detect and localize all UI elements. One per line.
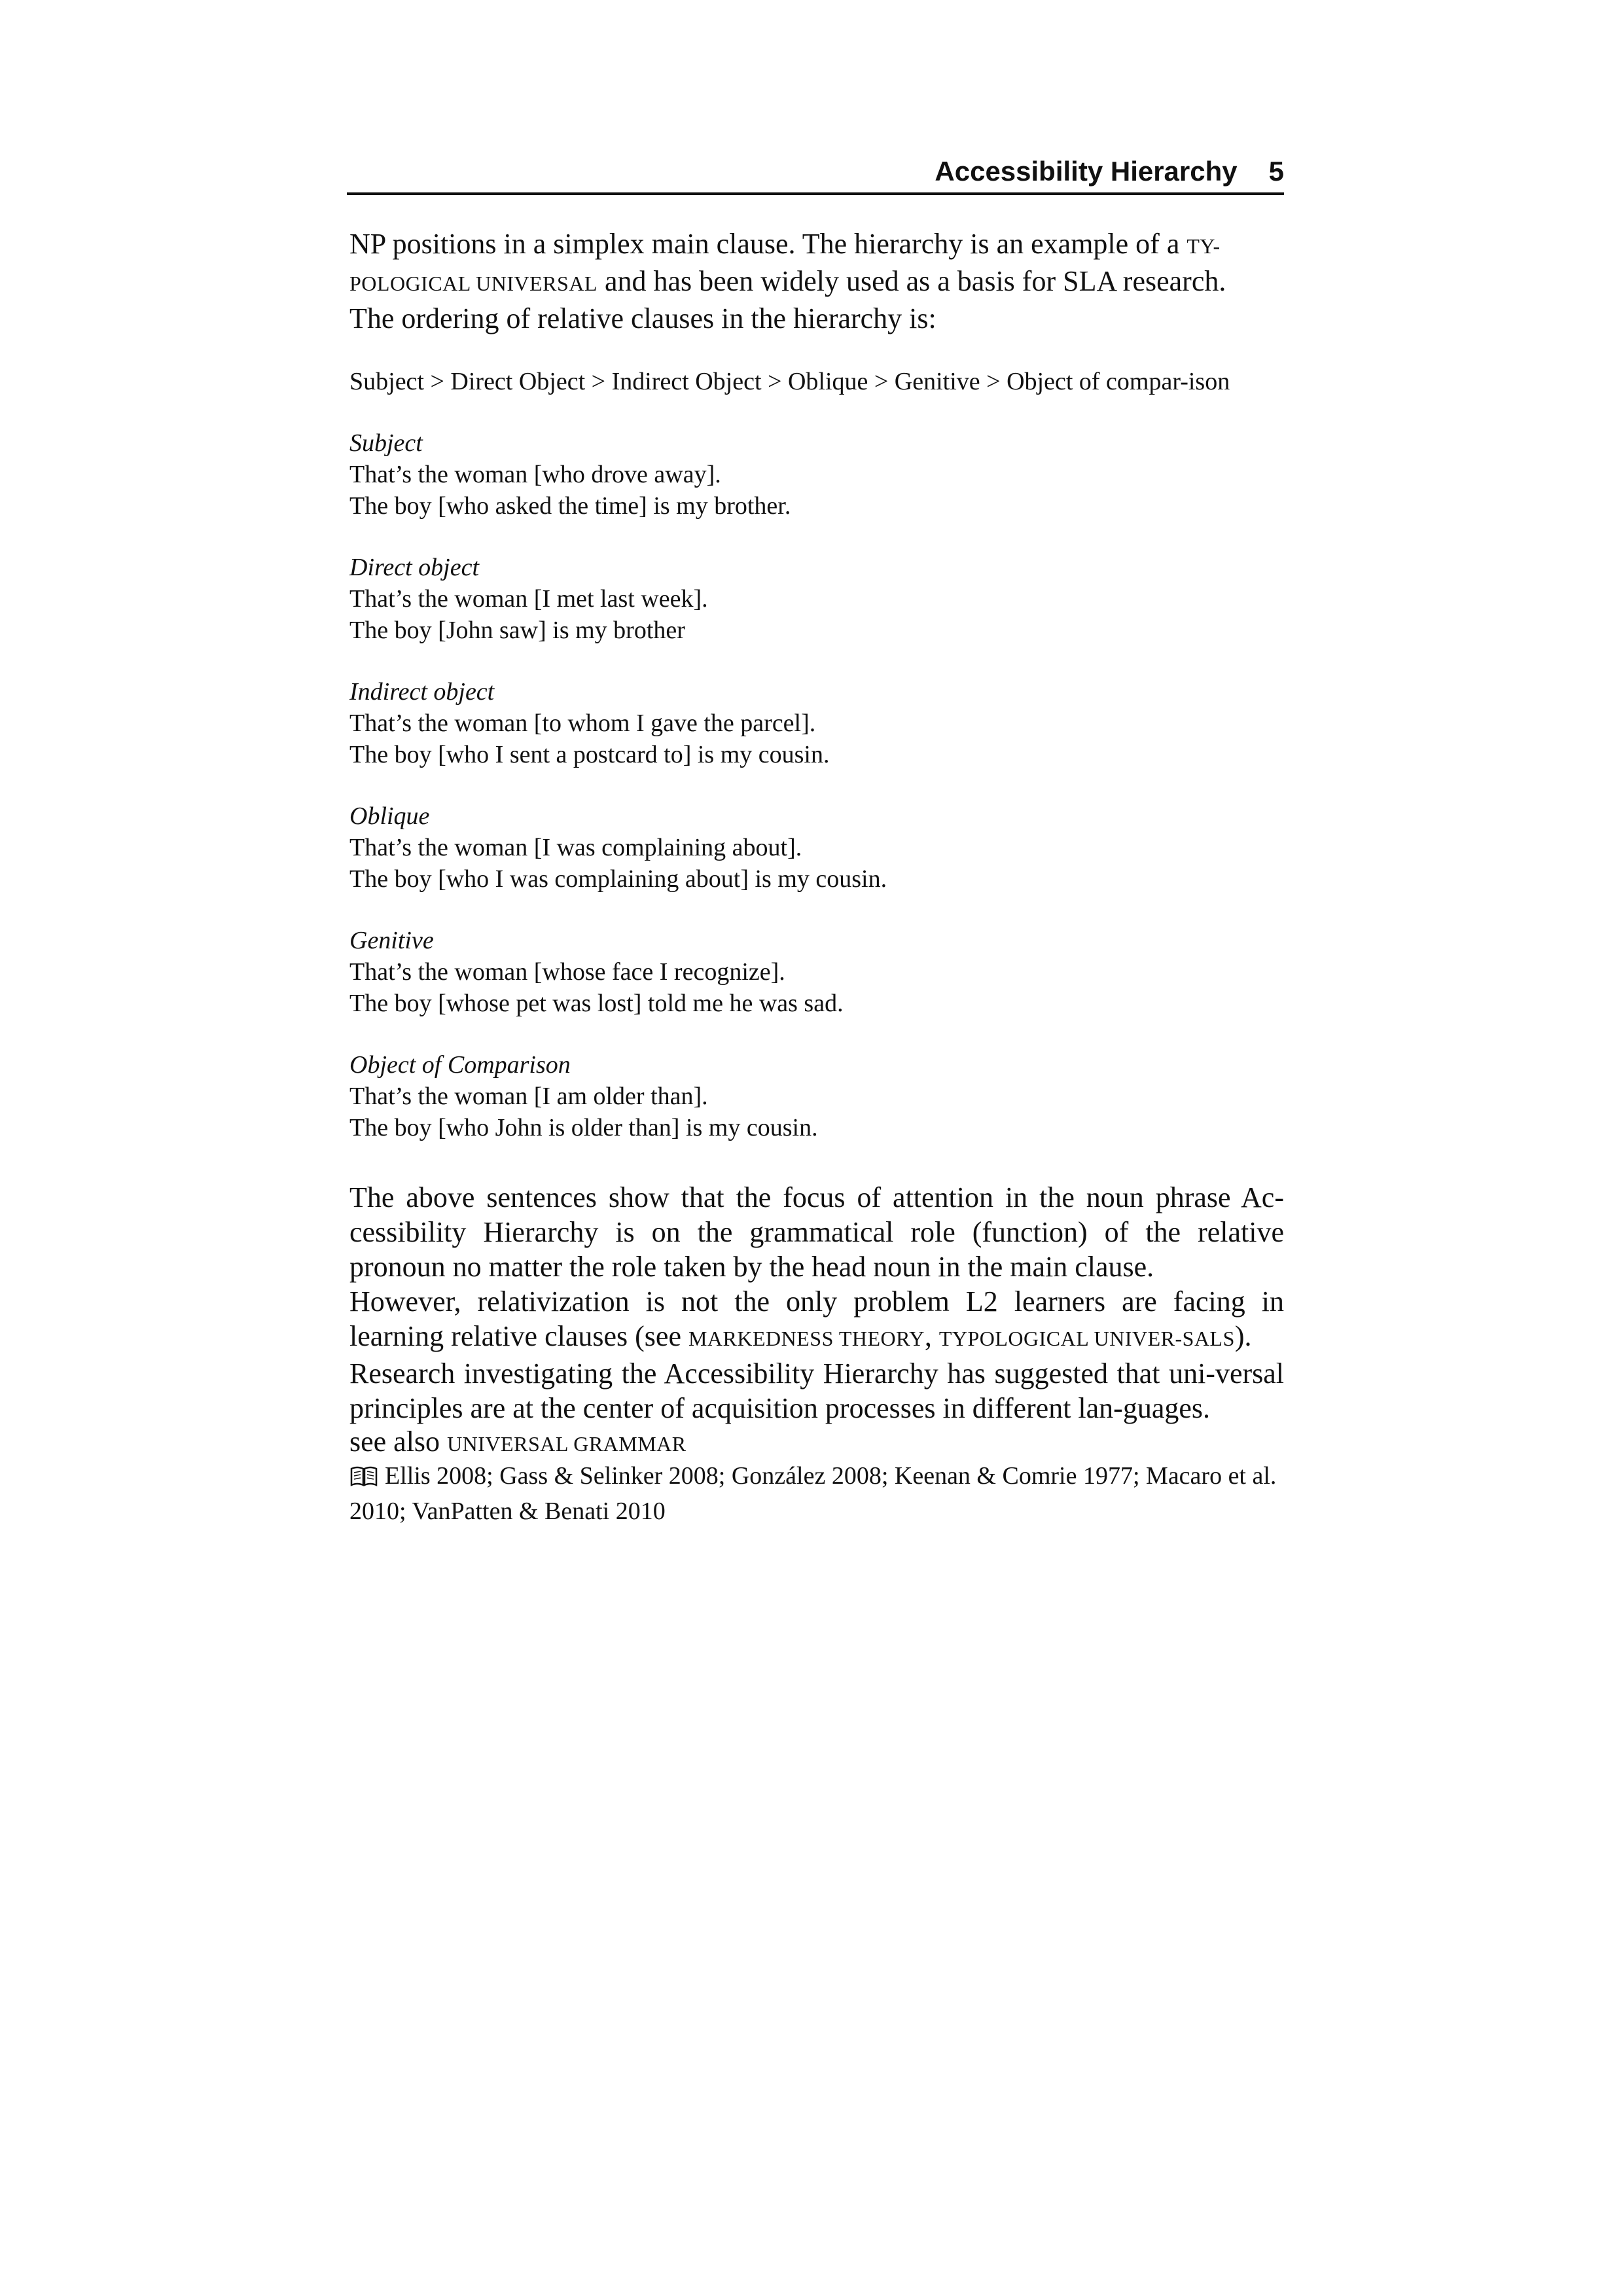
example-subject [349, 427, 1284, 522]
example-oblique [349, 800, 1284, 895]
page-number: 5 [1268, 156, 1284, 187]
example-sentence: The boy [who I was complaining about] is my cousin. [349, 865, 887, 893]
hierarchy-ordering: Subject > Direct Object > Indirect Object > Oblique > Genitive > Object of compar-ison [349, 368, 1230, 395]
page-content [349, 226, 1284, 1527]
example-object-of-comparison [349, 1049, 1284, 1143]
discussion-text: However, relativization is not the only problem L2 learners are facing in learning relative clauses (see [349, 1285, 1284, 1352]
crossref-universal-grammar: UNIVERSAL GRAMMAR [447, 1432, 687, 1456]
example-sentence: The boy [John saw] is my brother [349, 617, 685, 644]
crossref-typological-universals: TYPOLOGICAL UNIVER-SALS [938, 1327, 1235, 1350]
intro-text-1: NP positions in a simplex main clause. The hierarchy is an example of a [349, 228, 1187, 260]
running-header [347, 156, 1284, 195]
book-icon [349, 1464, 378, 1496]
example-sentence: That’s the woman [whose face I recognize]. [349, 958, 785, 986]
references-text: Ellis 2008; Gass & Selinker 2008; González 2008; Keenan & Comrie 1977; Macaro et al. 2010; VanPatten & Benati 2010 [349, 1462, 1277, 1525]
example-sentence: The boy [whose pet was lost] told me he was sad. [349, 990, 844, 1017]
example-sentence: That’s the woman [I was complaining about]. [349, 834, 802, 861]
intro-crossref-2: POLOGICAL UNIVERSAL [349, 272, 597, 295]
see-also [349, 1426, 1284, 1460]
see-also-prefix: see also [349, 1426, 448, 1458]
references [349, 1460, 1284, 1527]
example-sentence: That’s the woman [who drove away]. [349, 461, 721, 488]
crossref-markedness-theory: MARKEDNESS THEORY [688, 1327, 925, 1350]
example-label: Direct object [349, 554, 480, 581]
example-label: Indirect object [349, 678, 495, 706]
discussion-paragraph-3: Research investigating the Accessibility Hierarchy has suggested that uni-versal principles are at the center of acquisition processes in different lan-guages. [349, 1357, 1284, 1424]
intro-text-2: and has been widely used as a basis for SLA research. [597, 265, 1226, 297]
example-sentence: That’s the woman [I met last week]. [349, 585, 708, 613]
intro-crossref-1: TY- [1186, 234, 1221, 258]
example-direct-object [349, 552, 1284, 646]
example-sentence: The boy [who John is older than] is my cousin. [349, 1114, 818, 1141]
example-label: Oblique [349, 802, 430, 830]
example-sentence: The boy [who I sent a postcard to] is my cousin. [349, 741, 830, 768]
example-sentence: That’s the woman [to whom I gave the parcel]. [349, 709, 816, 737]
discussion-paragraph-1: The above sentences show that the focus of attention in the noun phrase Ac-cessibility Hierarchy is on the grammatical role (function) of the relative pronoun no matter the role taken by the head noun in the main clause. [349, 1181, 1284, 1283]
discussion-text: , [924, 1320, 939, 1352]
example-genitive [349, 925, 1284, 1019]
intro-paragraph [349, 226, 1284, 336]
example-label: Genitive [349, 927, 434, 954]
discussion [349, 1180, 1284, 1527]
example-label: Object of Comparison [349, 1051, 571, 1079]
example-sentence: The boy [who asked the time] is my brother. [349, 492, 791, 520]
example-sentence: That’s the woman [I am older than]. [349, 1083, 708, 1110]
discussion-text: ). [1234, 1320, 1252, 1352]
intro-text-3: The ordering of relative clauses in the hierarchy is: [349, 302, 936, 334]
example-label: Subject [349, 429, 423, 457]
discussion-paragraph-2 [349, 1284, 1284, 1356]
example-indirect-object [349, 676, 1284, 770]
running-title: Accessibility Hierarchy [935, 156, 1238, 187]
